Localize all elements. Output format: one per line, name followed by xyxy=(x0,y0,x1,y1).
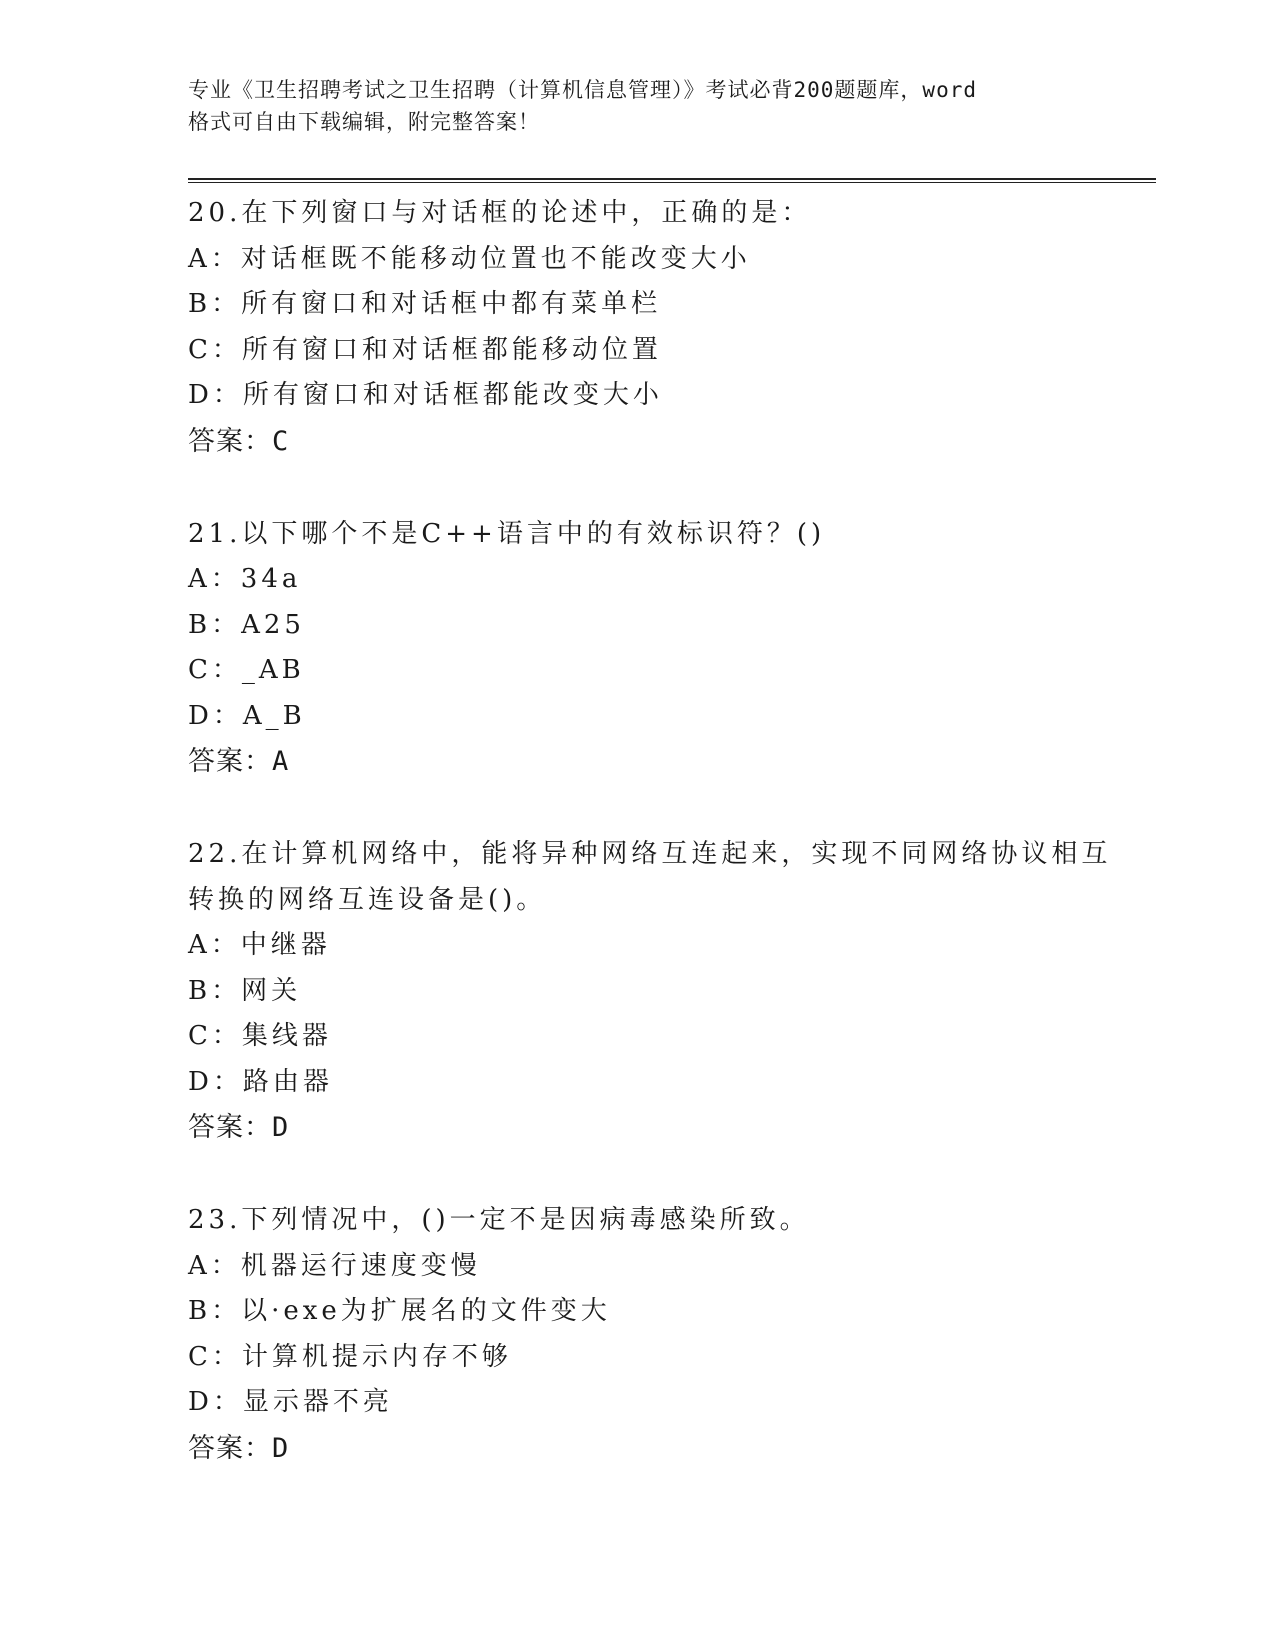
option-d: D：显示器不亮 xyxy=(188,1387,393,1417)
answer-line: 答案：A xyxy=(188,746,290,777)
question-21 xyxy=(188,512,1088,786)
answer-line: 答案：D xyxy=(188,1112,290,1143)
question-stem: 22.在计算机网络中，能将异种网络互连起来，实现不同网络协议相互 xyxy=(188,839,1112,869)
option-d: D：所有窗口和对话框都能改变大小 xyxy=(188,380,663,410)
question-22 xyxy=(188,832,1112,1151)
option-c: C：所有窗口和对话框都能移动位置 xyxy=(188,334,662,365)
answer-line: 答案：C xyxy=(188,425,290,457)
option-a: A：对话框既不能移动位置也不能改变大小 xyxy=(188,243,751,274)
option-a: A：机器运行速度变慢 xyxy=(188,1250,481,1281)
header-divider xyxy=(188,178,1156,183)
question-stem: 20.在下列窗口与对话框的论述中，正确的是： xyxy=(188,198,812,228)
question-stem: 23.下列情况中，()一定不是因病毒感染所致。 xyxy=(188,1205,810,1235)
question-20 xyxy=(188,191,1088,465)
question-list xyxy=(188,191,1112,1519)
option-c: C：_AB xyxy=(188,655,305,685)
question-stem-continued: 转换的网络互连设备是()。 xyxy=(188,884,547,915)
question-stem: 21.以下哪个不是C++语言中的有效标识符？() xyxy=(188,518,826,549)
option-b: B：A25 xyxy=(188,609,305,640)
option-d: D：路由器 xyxy=(188,1066,333,1097)
answer-line: 答案：D xyxy=(188,1432,290,1464)
option-a: A：34a xyxy=(188,564,302,594)
header-line-1: 专业《卫生招聘考试之卫生招聘（计算机信息管理）》考试必背200题题库，word xyxy=(188,78,977,102)
document-header xyxy=(188,74,1088,138)
option-c: C：集线器 xyxy=(188,1021,332,1051)
option-d: D：A_B xyxy=(188,700,306,731)
option-b: B：网关 xyxy=(188,975,302,1006)
option-b: B：所有窗口和对话框中都有菜单栏 xyxy=(188,289,662,319)
option-c: C：计算机提示内存不够 xyxy=(188,1341,512,1372)
header-line-2: 格式可自由下载编辑，附完整答案！ xyxy=(188,110,540,134)
option-b: B：以·exe为扩展名的文件变大 xyxy=(188,1296,611,1326)
option-a: A：中继器 xyxy=(188,930,331,960)
question-23 xyxy=(188,1198,1088,1472)
